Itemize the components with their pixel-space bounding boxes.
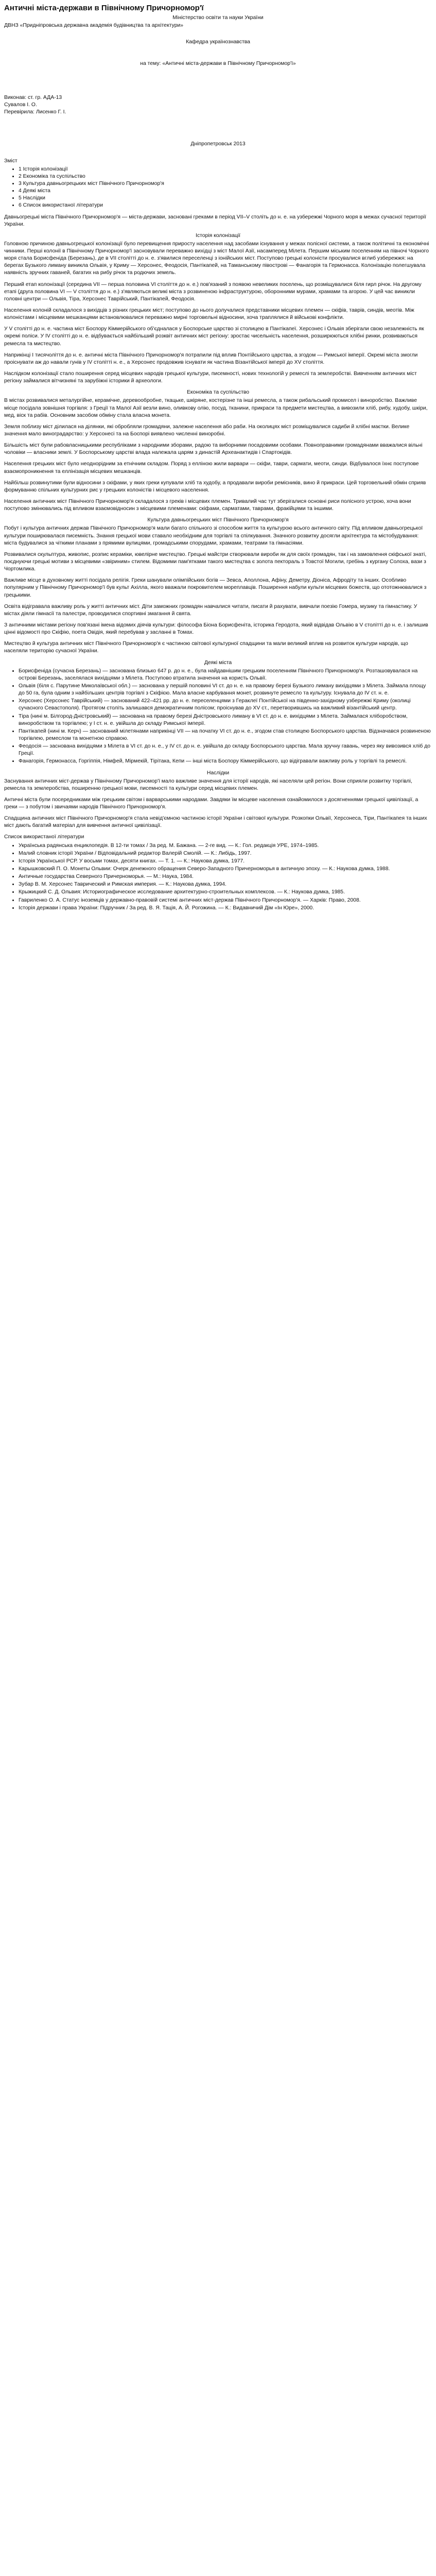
table-of-contents: [4, 166, 432, 210]
paragraph: Перший етап колонізації (середина VII — перша половина VI століття до н. е.) пов'язаний з появою невеликих поселень, що розміщувалися біля гирл річок. На другому етапі (друга половина VI — V століття до н. е.) з'являються великі міста з розвиненою інфраструктурою, оборонними мурами, храмами та агорою. У цей час виникли головні центри — Ольвія, Тіра, Херсонес Таврійський, Пантікапей, Феодосія.: [4, 281, 422, 302]
section-title-culture: Культура давньогрецьких міст Північного Причорномор'я: [147, 517, 289, 523]
toc-item[interactable]: • 5 Наслідки: [19, 195, 432, 202]
paragraph: Важливе місце в духовному житті посідала релігія. Греки шанували олімпійських богів — Зевса, Аполлона, Афіну, Деметру, Діоніса, Афродіту та інших. Особливо популярним у Північному Причорномор'ї був культ Ахілла, якого вважали покровителем мореплавців. Поширення набули культи місцевих божеств, що ототожнювалися з грецькими.: [4, 578, 427, 598]
staff-line: Перевірила: Лисенко Г. І.: [4, 109, 66, 115]
toc-item[interactable]: • 3 Культура давньогрецьких міст Північного Причорномор'я: [19, 180, 432, 188]
toc-item[interactable]: • 4 Деякі міста: [19, 188, 432, 195]
staff-block: [4, 94, 432, 116]
paragraph: Наслідком колонізації стало поширення серед місцевих народів грецької культури, писемності, нових технологій у ремеслі та землеробстві. Вивченням античних міст регіону займалися вітчизняні та зарубіжні історики й археологи.: [4, 371, 417, 384]
paragraph: Заснування античних міст-держав у Північному Причорномор'ї мало важливе значення для історії народів, які населяли цей регіон. Вони сприяли розвитку торгівлі, ремесла та землеробства, поширенню грецької мови, писемності та культури серед місцевих племен.: [4, 778, 412, 791]
source-item: • Карышковский П. О. Монеты Ольвии: Очерк денежного обращения Северо-Западного Причерноморья в античную эпоху. — К.: Наукова думка, 1988.: [19, 866, 432, 873]
section-title-history: Історія колонізації: [195, 232, 240, 239]
paragraph: Античні міста були посередниками між грецьким світом і варварськими народами. Завдяки їм місцеве населення ознайомилося з досягненнями грецької цивілізації, а греки — з побутом і звичаями народів Північного Причорномор'я.: [4, 796, 418, 810]
list-item: • Фанагорія, Гермонасса, Горгіппія, Німфей, Мірмекій, Тірітака, Кепи — інші міста Боспору Кіммерійського, що відігравали важливу роль у торгівлі та ремеслі.: [19, 758, 432, 765]
cities-list: [4, 668, 432, 766]
list-item: • Борисфеніда (сучасна Березань) — заснована близько 647 р. до н. е., була найдавнішим грецьким поселенням Північного Причорномор'я. Розташовувалася на острові Березань, заселялася вихідцями з Мілета. Поступово втратила значення на користь Ольвії.: [19, 668, 432, 682]
paragraph: Найбільш розвинутими були відносини з скіфами, у яких греки купували хліб та худобу, а продавали вироби ремісників, вино й прикраси. Цей торговельний обмін сприяв формуванню спільних культурних рис у грецьких колоністів і місцевого населення.: [4, 480, 426, 493]
topic-line: на тему: «Античні міста-держави в Північному Причорномор'ї»: [140, 60, 296, 66]
ministry-line: Міністерство освіти та науки України: [172, 15, 264, 21]
source-item: • Історія Української РСР. У восьми томах, десяти книгах. — Т. 1. — К.: Наукова думка, 1977.: [19, 858, 432, 865]
source-item: • Зубар В. М. Херсонес Таврический и Римская империя. — К.: Наукова думка, 1994.: [19, 881, 432, 888]
paragraph: Головною причиною давньогрецької колонізації було перевищення приросту населення над засобами існування у межах полісної системи, а також політичні та економічні чинники. Перші колонії в Північному Причорномор'ї засновували переважно вихідці з міст Малої Азії, насамперед Мілета. Першим міським поселенням на півночі Чорного моря стала Борисфеніда (Березань), де в VII столітті до н. е. з'явилися переселенці з іонійських міст. Поступово грецькі колоністи просувалися вглиб узбережжя: на берегах Бузького лиману виникла Ольвія, у Криму — Херсонес, Феодосія, Пантікапей, на Таманському півострові — Фанагорія та Гермонасса. Колонізацію полегшувала наявність зручних гаваней, багатих на рибу річок та родючих земель.: [4, 241, 429, 276]
paragraph: Освіта відігравала важливу роль у житті античних міст. Діти заможних громадян навчалися читати, писати й рахувати, вивчали поезію Гомера, музику та гімнастику. У містах діяли гімнасії та палестри, проводилися спортивні змагання й свята.: [4, 603, 417, 617]
paragraph: В містах розвивалися металургійне, керамічне, деревообробне, ткацьке, шкіряне, костерізне та інші ремесла, а також рибальський промисел і виноробство. Важливе місце посідала зовнішня торгівля: з Греції та Малої Азії везли вино, оливкову олію, посуд, тканини, прикраси та предмети мистецтва, а вивозили хліб, рибу, худобу, шкіри, мед, віск та рабів. Основним засобом обміну стала власна монета.: [4, 398, 428, 418]
staff-line: Сувалов І. О.: [4, 102, 37, 108]
section-title-consequences: Наслідки: [206, 770, 230, 776]
sources-title: Список використаної літератури: [4, 834, 84, 840]
paragraph: У V столітті до н. е. частина міст Боспору Кіммерійського об'єдналася у Боспорське царство зі столицею в Пантікапеї. Херсонес і Ольвія зберігали свою незалежність як окремі поліси. У IV столітті до н. е. відбувається найбільший розквіт античних міст регіону: зростає чисельність населення, розширюються хлібні ринки, розвиваються ремесла та мистецтво.: [4, 326, 424, 347]
department-line: Кафедра українознавства: [186, 39, 250, 45]
toc-item[interactable]: • 2 Економіка та суспільство: [19, 173, 432, 180]
source-item: • Українська радянська енциклопедія. В 12-ти томах / За ред. М. Бажана. — 2-ге вид. — К.: Гол. редакція УРЕ, 1974–1985.: [19, 842, 432, 850]
intro-paragraph: Давньогрецькі міста Північного Причорномор'я — міста-держави, засновані греками в період VII–V століть до н. е. на узбережжі Чорного моря в межах сучасної території України.: [4, 214, 426, 227]
paragraph: Земля поблизу міст ділилася на ділянки, які обробляли громадяни, залежне населення або раби. На околицях міст розміщувалися садиби й хлібні маєтки. Велике значення мало виноградарство: у Херсонесі та на Боспорі виявлено численні виноробні.: [4, 423, 410, 437]
list-item: • Тіра (нині м. Білгород-Дністровський) — заснована на правому березі Дністровського лиману в VI ст. до н. е. вихідцями з Мілета. Займалася хліборобством, виноробством та торгівлею; у I ст. н. е. увійшла до складу Римської імперії.: [19, 713, 432, 727]
source-item: • Крыжицкий С. Д. Ольвия: Историографическое исследование архитектурно-строительных комплексов. — К.: Наукова думка, 1985.: [19, 889, 432, 896]
paragraph: Більшість міст були рабовласницькими республіками з народними зборами, радою та виборними посадовими особами. Повноправними громадянами вважалися вільні чоловіки — власники землі. У Боспорському царстві влада належала царям з династій Археанактидів і Спартокідів.: [4, 443, 423, 456]
paragraph: Населення колоній складалося з вихідців з різних грецьких міст; поступово до нього долучалися представники місцевих племен — скіфів, таврів, синдів, меотів. Між колоністами і місцевими мешканцями встановлювалися переважно мирні торговельні відносини, хоча траплялися й військові конфлікти.: [4, 308, 414, 321]
academy-line: ДВНЗ «Придніпровська державна академія будівництва та архітектури»: [4, 22, 184, 28]
list-item: • Херсонес (Херсонес Таврійський) — заснований 422–421 рр. до н. е. переселенцями з Гераклеї Понтійської на південно-західному узбережжі Криму (околиці сучасного Севастополя). Протягом століть залишався демократичним полісом; проіснував до XV ст., перетворившись на важливий візантійський центр.: [19, 698, 432, 712]
toc-title: Зміст: [4, 158, 18, 164]
section-title-economy: Економіка та суспільство: [186, 389, 250, 396]
source-item: • Гавриленко О. А. Статус іноземців у державно-правовій системі античних міст-держав Північного Причорномор'я. — Харків: Право, 2008.: [19, 897, 432, 904]
section-title-cities: Деякі міста: [204, 659, 232, 666]
toc-item[interactable]: • 1 Історія колонізації: [19, 166, 432, 173]
paragraph: Наприкінці I тисячоліття до н. е. античні міста Північного Причорномор'я потрапили під вплив Понтійського царства, а згодом — Римської імперії. Окремі міста змогли проіснувати аж до навали гунів у IV столітті н. е., а Херсонес продовжив існувати як частина Візантійської імперії до XV століття.: [4, 352, 418, 365]
sources-list: [4, 842, 432, 912]
city-year: Дніпропетровськ 2013: [190, 141, 246, 147]
paragraph: Населення грецьких міст було неоднорідним за етнічним складом. Поряд з елліною жили варвари — скіфи, таври, сармати, меоти, синди. Відбувалося їхнє поступове взаємопроникнення та еллінізація місцевих мешканців.: [4, 461, 419, 474]
source-item: • Античные государства Северного Причерноморья. — М.: Наука, 1984.: [19, 873, 432, 880]
paragraph: Населення античних міст Північного Причорномор'я складалося з греків і місцевих племен. Тривалий час тут зберігалися основні риси полісного устрою, хоча вони поступово змінювались під впливом взаємовідносин з місцевими племенами: скіфами, сарматами, таврами, фракійцями та іншими.: [4, 499, 411, 512]
source-item: • Історія держави і права України: Підручник / За ред. В. Я. Тація, А. Й. Рогожина. — К.: Видавничий Дім «Ін Юре», 2000.: [19, 905, 432, 912]
document-page: [0, 0, 436, 912]
paragraph: З античними містами регіону пов'язані імена відомих діячів культури: філософа Біона Борисфеніта, історика Геродота, який відвідав Ольвію в V столітті до н. е. і залишив цінні відомості про Скіфію, поета Овідія, який перебував у засланні в Томах.: [4, 622, 428, 636]
source-item: • Малий словник історії України / Відповідальний редактор Валерій Смолій. — К.: Либідь, 1997.: [19, 850, 432, 857]
paragraph: Розвивалися скульптура, живопис, розпис кераміки, ювелірне мистецтво. Грецькі майстри створювали вироби як для своїх громадян, так і на замовлення скіфської знаті, поєднуючи грецькі мотиви з місцевими «звіриним» стилем. Відомими пам'ятками такого мистецтва є золота пектораль з Товстої Могили, гребінь з кургану Солоха, вази з Чортомлика.: [4, 551, 427, 572]
list-item: • Пантікапей (нині м. Керч) — заснований мілетянами наприкінці VII — на початку VI ст. до н. е., згодом став столицею Боспорського царства. Відзначався розвиненою торгівлею, ремеслом та монетною справою.: [19, 728, 432, 742]
list-item: • Ольвія (біля с. Парутине Миколаївської обл.) — заснована у першій половині VI ст. до н. е. на правому березі Бузького лиману вихідцями з Мілета. Займала площу до 50 га, була одним з найбільших центрів торгівлі з Скіфією. Мала власне карбування монет, розвинуте ремесло та культуру. Існувала до IV ст. н. е.: [19, 683, 432, 697]
paragraph: Мистецтво й культура античних міст Північного Причорномор'я є частиною світової культурної спадщини та мали великий вплив на розвиток культури народів, що населяли територію сучасної України.: [4, 641, 408, 654]
staff-line: Виконав: ст. гр. АДА-13: [4, 94, 62, 100]
list-item: • Феодосія — заснована вихідцями з Мілета в VI ст. до н. е., у IV ст. до н. е. увійшла до складу Боспорського царства. Мала зручну гавань, через яку вивозився хліб до Греції.: [19, 743, 432, 757]
paragraph: Побут і культура античних держав Північного Причорномор'я мали багато спільного зі способом життя та культурою всього античного світу. Під впливом давньогрецької культури поширювалася писемність. Знання грецької мови ставало необхідним для торгівлі та спілкування. Значного розвитку досягли архітектура та містобудування: міста будувалися за чіткими планами з прямими вулицями, громадськими спорудами, храмами, театрами та гімнасіями.: [4, 526, 423, 546]
toc-item[interactable]: • 6 Список використаної літератури: [19, 202, 432, 209]
page-title: Античні міста-держави в Північному Причорномор'ї: [4, 4, 204, 12]
paragraph: Спадщина античних міст Північного Причорномор'я стала невід'ємною частиною історії України і світової культури. Розкопки Ольвії, Херсонеса, Тіри, Пантікапея та інших міст дають багатий матеріал для вивчення античної цивілізації.: [4, 816, 427, 829]
